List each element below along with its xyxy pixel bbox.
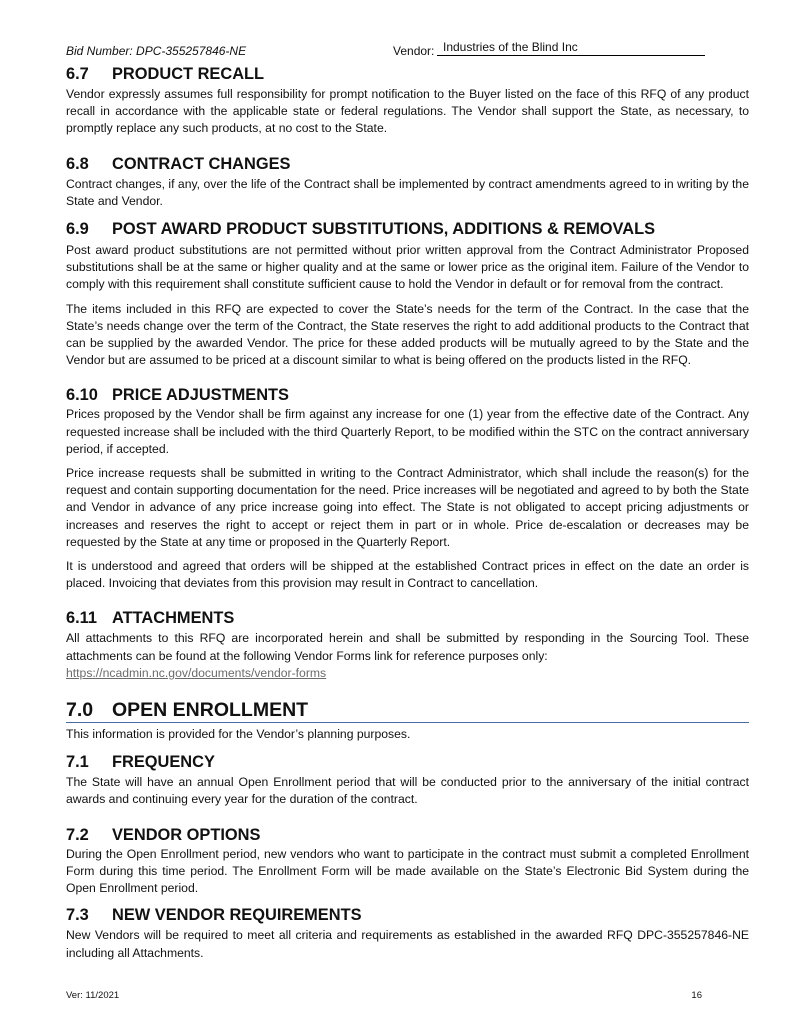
section-7-1 [66,752,749,808]
document-body [66,64,749,962]
page-header [66,42,748,62]
chapter-heading: 7.0 OPEN ENROLLMENT [66,699,749,723]
paragraph: Post award product substitutions are not permitted without prior written approval from the Contract Administrator Proposed substitutions shall be at the same or higher quality and at the same or lower price as the original item. Failure of the Vendor to comply with this requirement shall constitute sufficient cause to hold the Vendor in default or for removal from the contract. [66,243,749,292]
section-6-7 [66,64,749,138]
section-heading: 7.3 NEW VENDOR REQUIREMENTS [66,906,362,925]
section-heading: 6.11 ATTACHMENTS [66,609,235,628]
section-heading: 7.2 VENDOR OPTIONS [66,825,261,844]
paragraph: The State will have an annual Open Enrollment period that will be conducted prior to the anniversary of the initial contract awards and continuing every year for the duration of the contract. [66,775,749,807]
section-7-2 [66,825,749,898]
paragraph: New Vendors will be required to meet all criteria and requirements as established in the awarded RFQ DPC-355257846-NE including all Attachments. [66,928,749,960]
paragraph: Prices proposed by the Vendor shall be firm against any increase for one (1) year from the effective date of the Contract. Any requested increase shall be included with the third Quarterly Report, to be modified within the STC on the contract anniversary period, if accepted. [66,407,749,456]
section-heading: 6.9 POST AWARD PRODUCT SUBSTITUTIONS, ADDITIONS & REMOVALS [66,220,656,239]
paragraph: Price increase requests shall be submitted in writing to the Contract Administrator, which shall include the reason(s) for the request and contain supporting documentation for the need. Price increases will be negotiated and agreed to by both the State and Vendor in advance of any price increase going into effect. The State is not obligated to accept pricing adjustments or increases and reserves the right to accept or reject them in part or in whole. Price de-escalation or decreases may be requested by the State at any time or proposed in the Quarterly Report. [66,466,749,549]
vendor-name: Industries of the Blind Inc [437,40,705,56]
section-7-0 [66,699,749,743]
paragraph: It is understood and agreed that orders will be shipped at the established Contract prices in effect on the date an order is placed. Invoicing that deviates from this provision may result in Contract to cancellation. [66,559,749,591]
section-heading: 6.7 PRODUCT RECALL [66,65,265,83]
section-heading: 6.10 PRICE ADJUSTMENTS [66,386,289,405]
section-6-10 [66,385,749,592]
paragraph: The items included in this RFQ are expected to cover the State’s needs for the term of the Contract. In the case that the State’s needs change over the term of the Contract, the State reserves the right to add additional products to the Contract that can be supplied by the awarded Vendor. The price for these added products will be mutually agreed to by the State and the Vendor but are assumed to be priced at a discount similar to what is being offered on the products listed in the RFQ. [66,301,749,368]
section-heading: 7.1 FREQUENCY [66,753,215,772]
paragraph: Vendor expressly assumes full responsibility for prompt notification to the Buyer listed on the face of this RFQ of any product recall in accordance with the applicable state or federal regulations. The Vendor shall support the State, as necessary, to promptly replace any such products, at no cost to the State. [66,87,749,136]
vendor-label: Vendor: [393,44,435,58]
vendor-forms-link[interactable]: https://ncadmin.nc.gov/documents/vendor-forms [66,665,327,680]
section-heading: 6.8 CONTRACT CHANGES [66,154,291,173]
paragraph: All attachments to this RFQ are incorporated herein and shall be submitted by responding in the Sourcing Tool. These attachments can be found at the following Vendor Forms link for reference purposes only: [66,631,749,663]
version-label: Ver: 11/2021 [66,990,120,1001]
paragraph: During the Open Enrollment period, new vendors who want to participate in the contract must submit a completed Enrollment Form during this time period. The Enrollment Form will be made available on the State’s Electronic Bid System during the Open Enrollment period. [66,846,749,896]
section-6-9 [66,219,749,369]
paragraph: This information is provided for the Vendor’s planning purposes. [66,727,411,742]
bid-number: Bid Number: DPC-355257846-NE [66,44,247,58]
paragraph: Contract changes, if any, over the life of the Contract shall be implemented by contract amendments agreed to in writing by the State and Vendor. [66,176,749,208]
page-number: 16 [691,990,702,1001]
vendor-field [393,40,578,58]
section-7-3 [66,905,749,961]
section-6-8 [66,154,749,210]
section-6-11 [66,608,749,682]
